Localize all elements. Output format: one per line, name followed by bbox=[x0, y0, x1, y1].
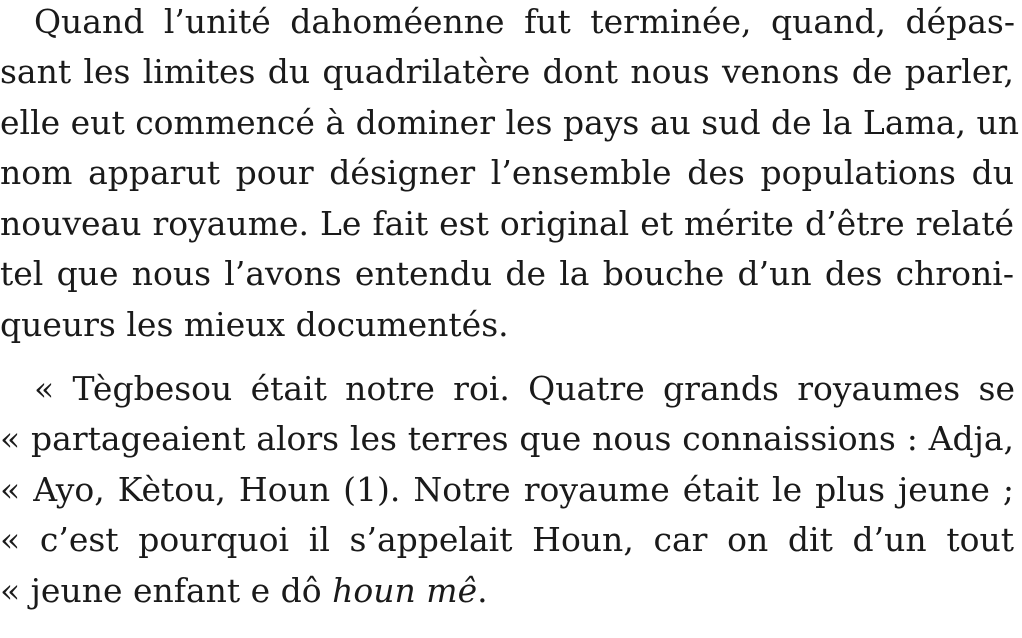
quote-italic-phrase: houn mê bbox=[332, 571, 478, 610]
quote-text: « jeune enfant e dô bbox=[0, 571, 333, 610]
text-line: tel que nous l’avons entendu de la bouche d’un des chroni- bbox=[0, 254, 1014, 293]
quote-line: « partageaient alors les terres que nous connaissions : Adja, bbox=[0, 419, 1014, 458]
quote-line: « c’est pourquoi il s’appelait Houn, car on dit d’un tout bbox=[0, 520, 1014, 559]
text-line: queurs les mieux documentés. bbox=[0, 305, 509, 344]
text-line: nouveau royaume. Le fait est original et mérite d’être relaté bbox=[0, 204, 1014, 243]
quote-period: . bbox=[477, 571, 488, 610]
text-line: nom apparut pour désigner l’ensemble des populations du bbox=[0, 153, 1014, 192]
quote-line: « Ayo, Kètou, Houn (1). Notre royaume était le plus jeune ; bbox=[0, 470, 1014, 509]
quote-line-last bbox=[0, 571, 488, 611]
text-line: sant les limites du quadrilatère dont nous venons de parler, bbox=[0, 52, 1014, 91]
text-line: Quand l’unité dahoméenne fut terminée, quand, dépas- bbox=[34, 2, 1015, 41]
quote-line: « Tègbesou était notre roi. Quatre grands royaumes se bbox=[34, 369, 1015, 408]
text-line: elle eut commencé à dominer les pays au sud de la Lama, un bbox=[0, 103, 1019, 142]
